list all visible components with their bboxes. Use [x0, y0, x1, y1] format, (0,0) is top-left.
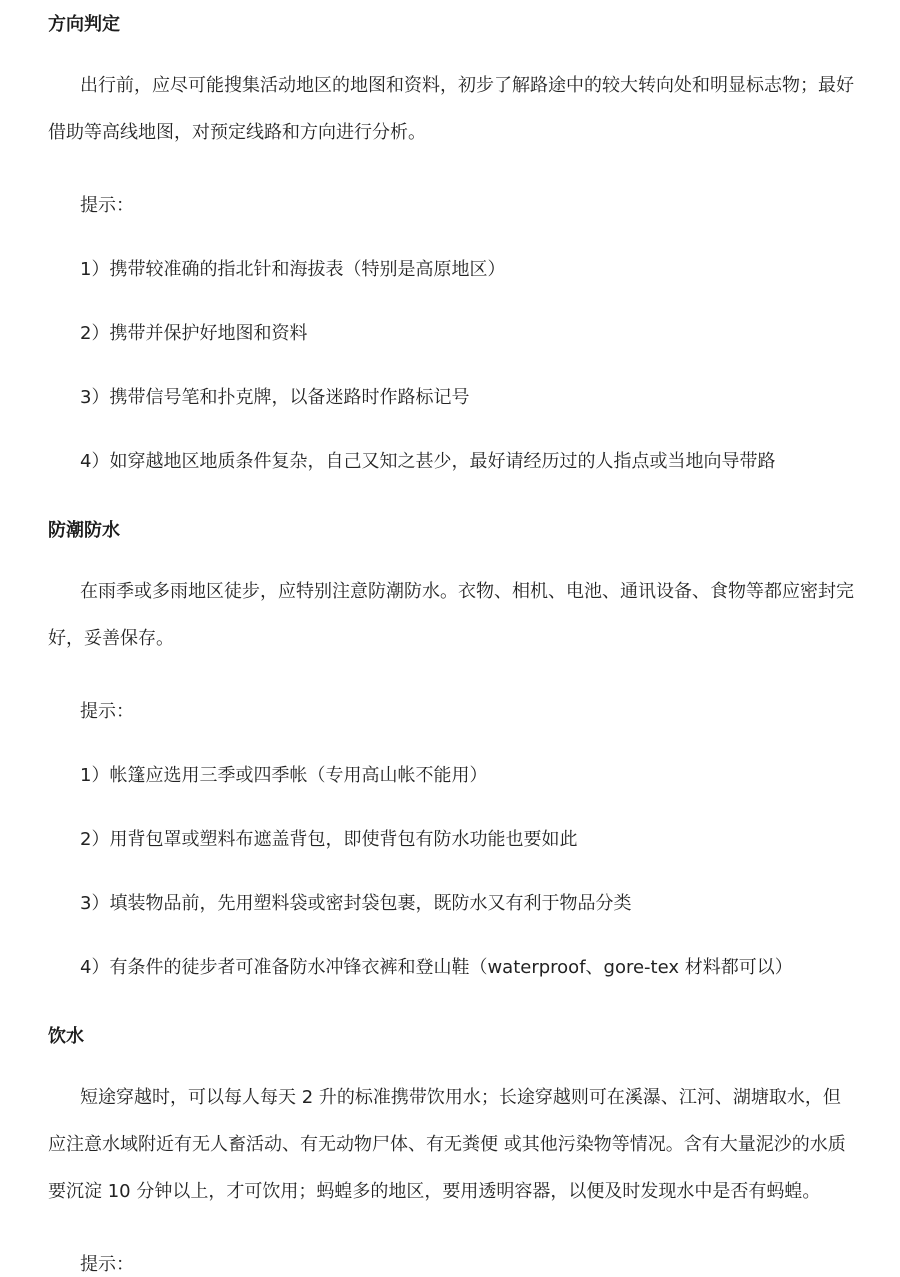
section-heading-direction: 方向判定	[48, 14, 120, 35]
tip-item: 3）填装物品前，先用塑料袋或密封袋包裹，既防水又有利于物品分类	[80, 893, 632, 914]
tip-item: 1）帐篷应选用三季或四季帐（专用高山帐不能用）	[80, 765, 488, 786]
tips-label: 提示：	[80, 1254, 134, 1275]
tips-label: 提示：	[80, 195, 134, 216]
section-body-drinking-water: 短途穿越时，可以每人每天 2 升的标准携带饮用水；长途穿越则可在溪瀑、江河、湖塘取水，但应注意水域附近有无人畜活动、有无动物尸体、有无粪便 或其他污染物等情况。含有大量泥沙的水质要沉淀 10 分钟以上，才可饮用；蚂蝗多的地区，要用透明容器，以便及时发现水中是否有蚂蝗。	[48, 1087, 846, 1202]
section-body-waterproof: 在雨季或多雨地区徒步，应特别注意防潮防水。衣物、相机、电池、通讯设备、食物等都应密封完好，妥善保存。	[48, 581, 854, 649]
tip-item: 2）用背包罩或塑料布遮盖背包，即使背包有防水功能也要如此	[80, 829, 578, 850]
tips-label: 提示：	[80, 701, 134, 722]
tip-item: 2）携带并保护好地图和资料	[80, 323, 308, 344]
tip-item: 4）如穿越地区地质条件复杂，自己又知之甚少，最好请经历过的人指点或当地向导带路	[80, 451, 776, 472]
tip-item: 4）有条件的徒步者可准备防水冲锋衣裤和登山鞋（waterproof、gore-tex 材料都可以）	[80, 957, 793, 978]
section-body-direction: 出行前，应尽可能搜集活动地区的地图和资料，初步了解路途中的较大转向处和明显标志物；最好借助等高线地图，对预定线路和方向进行分析。	[48, 75, 854, 143]
tip-item: 1）携带较准确的指北针和海拔表（特别是高原地区）	[80, 259, 506, 280]
tip-item: 3）携带信号笔和扑克牌，以备迷路时作路标记号	[80, 387, 470, 408]
section-heading-drinking-water: 饮水	[48, 1026, 84, 1047]
document-body	[48, 0, 856, 1277]
section-heading-waterproof: 防潮防水	[48, 520, 120, 541]
